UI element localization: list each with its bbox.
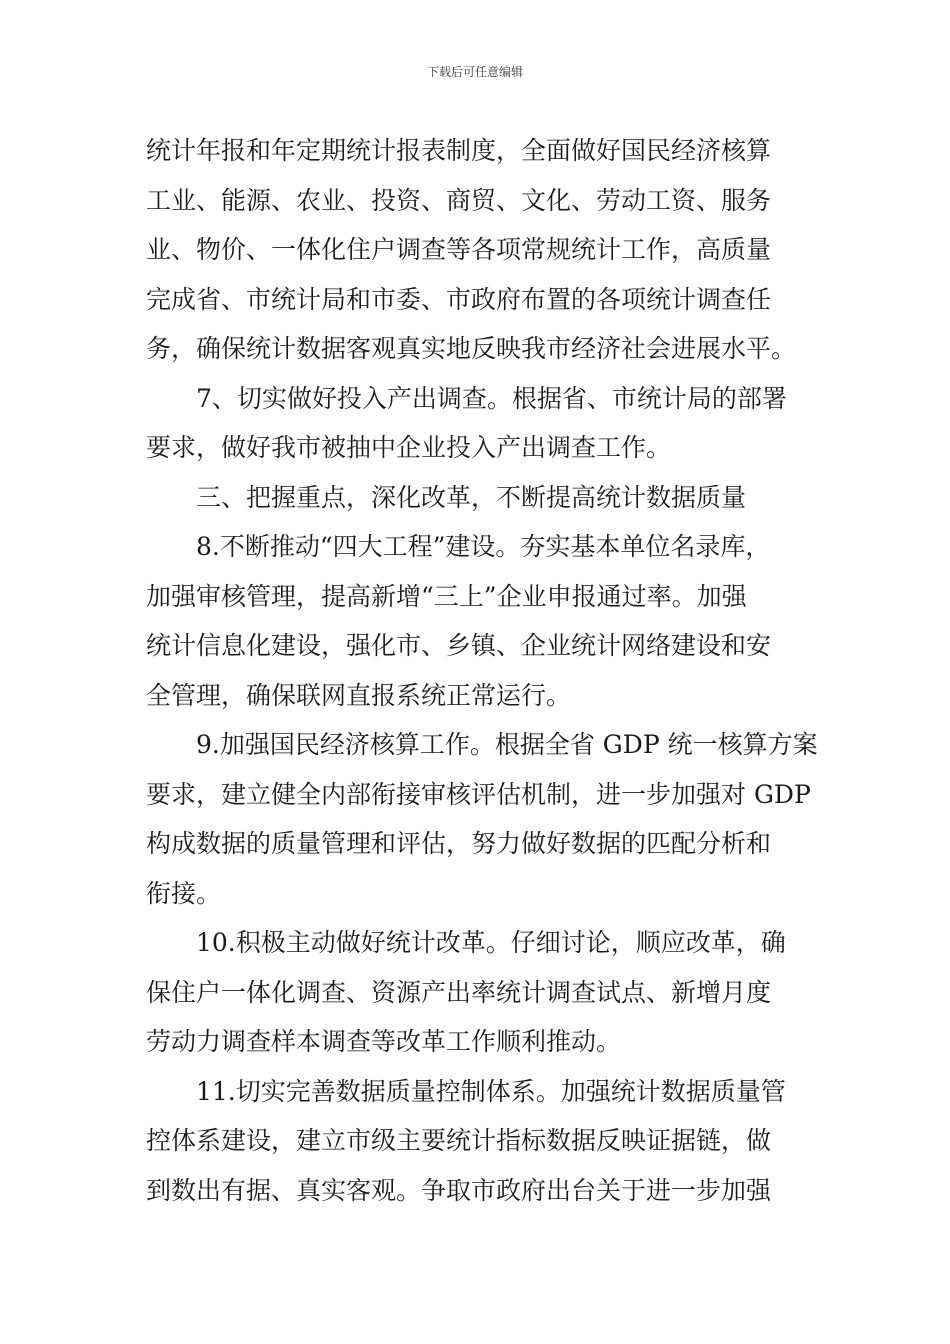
text-line: 到数出有据、真实客观。争取市政府出台关于进一步加强 xyxy=(146,1175,772,1205)
text-line: 三、把握重点，深化改革，不断提高统计数据质量 xyxy=(196,482,747,512)
text-line: 要求，做好我市被抽中企业投入产出调查工作。 xyxy=(146,433,672,462)
text-line: 业、物价、一体化住户调查等各项常规统计工作，高质量 xyxy=(146,235,772,264)
text-line: 完成省、市统计局和市委、市政府布置的各项统计调查任 xyxy=(146,284,772,314)
text-line: 9.加强国民经济核算工作。根据全省 GDP 统一核算方案 xyxy=(196,730,818,759)
text-line: 保住户一体化调查、资源产出率统计调查试点、新增月度 xyxy=(146,977,772,1007)
text-line: 加强审核管理，提高新增“三上”企业申报通过率。加强 xyxy=(146,581,747,611)
text-line: 8.不断推动“四大工程”建设。夯实基本单位名录库， xyxy=(196,532,771,561)
text-line: 控体系建设，建立市级主要统计指标数据反映证据链，做 xyxy=(146,1126,772,1155)
text-line: 7、切实做好投入产出调查。根据省、市统计局的部署 xyxy=(196,383,787,413)
text-line: 务，确保统计数据客观真实地反映我市经济社会进展水平。 xyxy=(146,334,797,363)
document-body xyxy=(146,126,818,1215)
text-line: 衔接。 xyxy=(146,878,222,908)
text-line: 统计年报和年定期统计报表制度，全面做好国民经济核算 xyxy=(146,136,772,165)
text-line: 劳动力调查样本调查等改革工作顺利推动。 xyxy=(146,1027,622,1056)
text-line: 全管理，确保联网直报系统正常运行。 xyxy=(146,680,572,710)
text-line: 10.积极主动做好统计改革。仔细讨论，顺应改革，确 xyxy=(196,928,786,957)
page-header: 下载后可任意编辑 xyxy=(426,65,523,79)
text-line: 11.切实完善数据质量控制体系。加强统计数据质量管 xyxy=(196,1076,786,1106)
text-line: 要求，建立健全内部衔接审核评估机制，进一步加强对 GDP xyxy=(146,779,811,809)
text-line: 工业、能源、农业、投资、商贸、文化、劳动工资、服务 xyxy=(146,185,772,215)
text-line: 统计信息化建设，强化市、乡镇、企业统计网络建设和安 xyxy=(146,631,772,660)
text-line: 构成数据的质量管理和评估，努力做好数据的匹配分析和 xyxy=(146,829,772,858)
